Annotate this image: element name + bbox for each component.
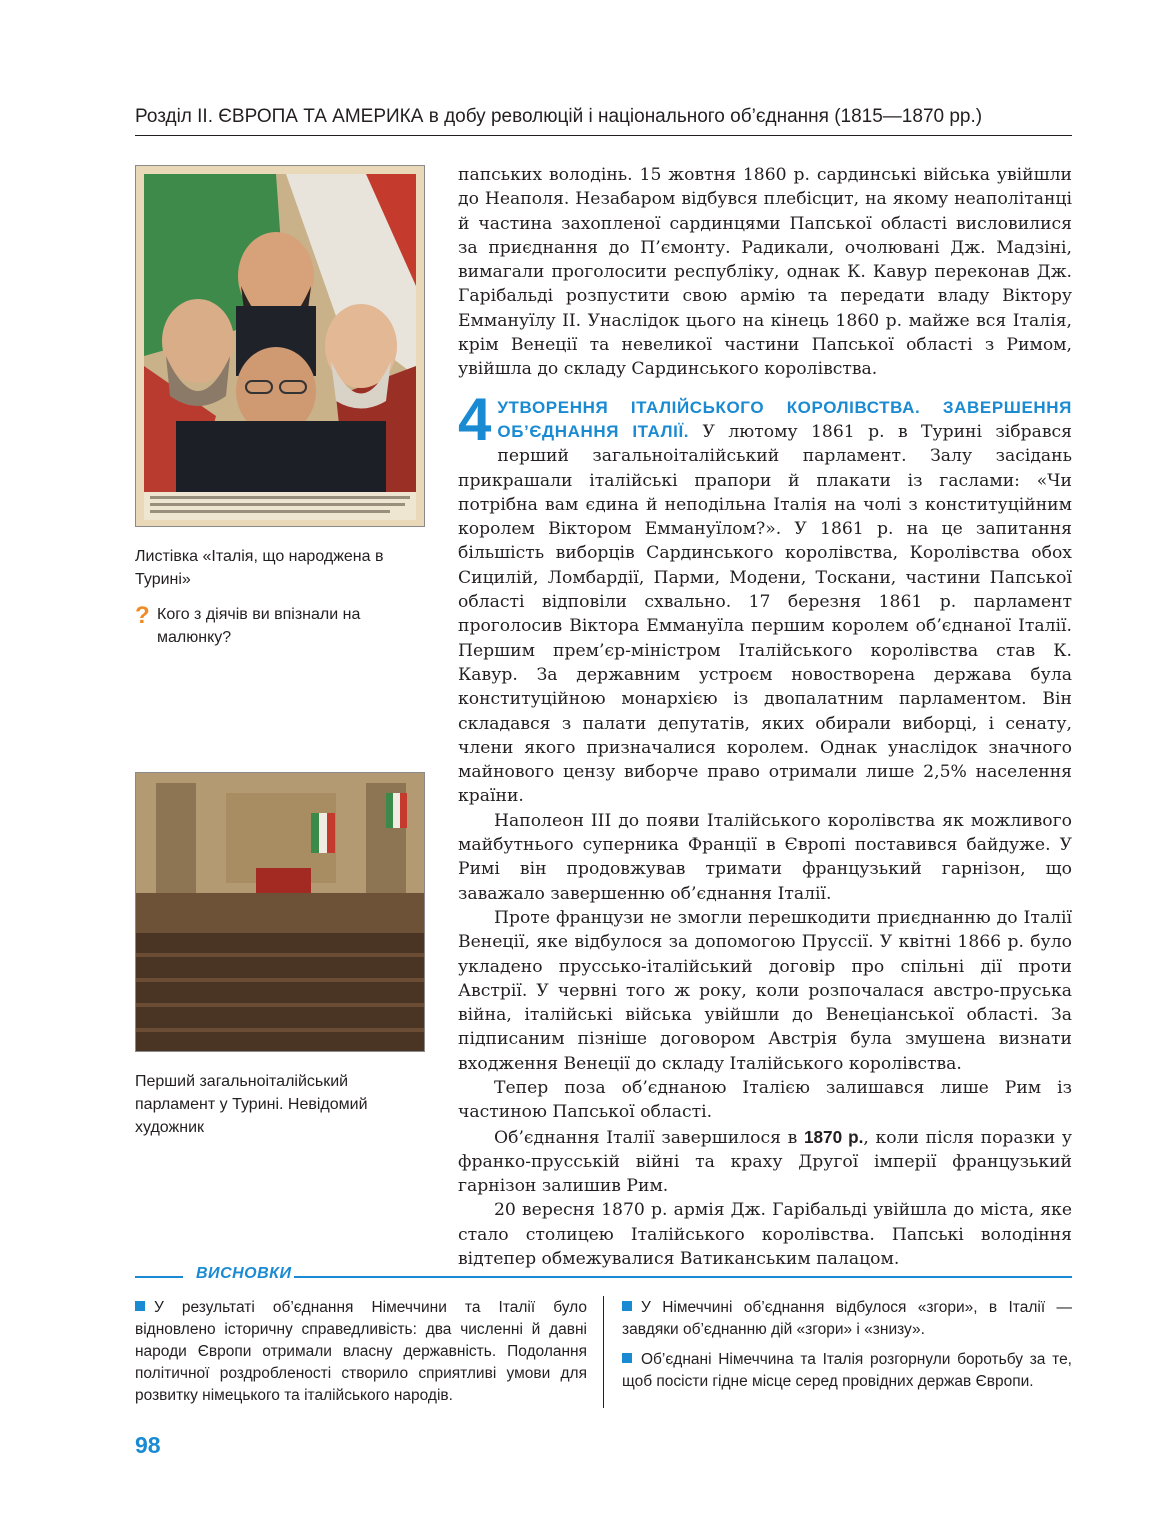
paragraph-1870-before: Об’єднання Італії завершилося в <box>494 1127 798 1148</box>
paragraph-final: 20 вересня 1870 р. армія Дж. Гарібальді увійшла до міста, яке стало столицею Італійського королівства. Папські володіння відтепер обмежувалися Ватиканським палацом. <box>458 1200 1072 1270</box>
postcard-illustration <box>136 166 424 526</box>
section-title: УТВОРЕННЯ ІТАЛІЙСЬКОГО КОРОЛІВСТВА. ЗАВЕРШЕННЯ ОБ’ЄДНАННЯ ІТАЛІЇ. <box>497 397 1072 441</box>
postcard-question <box>135 603 425 649</box>
paragraph-1870 <box>458 1125 1072 1199</box>
postcard-italy-image <box>135 165 425 527</box>
blue-square-bullet-icon <box>622 1353 632 1363</box>
page-number: 98 <box>135 1432 161 1458</box>
paragraph-rome: Тепер поза об’єднаною Італією залишався лише Рим із частиною Папської області. <box>458 1077 1072 1123</box>
parliament-caption: Перший загальноіталійський парламент у Турині. Невідомий художник <box>135 1073 368 1136</box>
section-4-paragraph <box>458 385 1073 809</box>
paragraph-1870-after: , коли після поразки у франко-прусській війні та краху Другої імперії французький гарнізон залишив Рим. <box>458 1127 1072 1197</box>
blue-square-bullet-icon <box>135 1301 145 1311</box>
conclusions-right-column <box>622 1297 1072 1401</box>
blue-square-bullet-icon <box>622 1301 632 1311</box>
conclusions-title: ВИСНОВКИ <box>196 1265 292 1282</box>
conclusion-item-text: Об’єднані Німеччина та Італія розгорнули боротьбу за те, щоб посісти гідне місце серед провідних держав Європи. <box>622 1351 1072 1390</box>
intro-paragraph: папських володінь. 15 жовтня 1860 р. сардинські війська увійшли до Неаполя. Незабаром відбувся плебісцит, на якому неаполітанці й частина захопленої сардинцями Папської області висловилися за приєднання до П’ємонту. Радикали, очолювані Дж. Мадзіні, вимагали проголосити республіку, однак К. Кавур переконав Дж. Гарібальді розпустити свою армію та передати владу Віктору Еммануїлу ІІ. Унаслідок цього на кінець 1860 р. майже вся Італія, крім Венеції та невеликої частини Папської області з Римом, увійшла до складу Сардинського королівства. <box>458 165 1072 380</box>
paragraph-napoleon: Наполеон ІІІ до появи Італійського королівства як можливого майбутнього суперника Франції в Європі поставився байдуже. У Римі він продовжував тримати французький гарнізон, що заважало завершенню об’єднання Італії. <box>458 810 1072 904</box>
header-divider <box>135 135 1072 136</box>
running-header: Розділ ІІ. ЄВРОПА ТА АМЕРИКА в добу революцій і національного об’єднання (1815—1870 рр.) <box>135 106 983 127</box>
conclusions-divider <box>603 1296 604 1408</box>
parliament-painting-image <box>135 772 425 1052</box>
conclusions-rule-left <box>135 1276 183 1278</box>
postcard-caption: Листівка «Італія, що народжена в Турині» <box>135 548 384 588</box>
conclusion-item-text: У Німеччині об’єднання відбулося «згори», в Італії — завдяки об’єднанню дій «згори» і «знизу». <box>622 1299 1072 1338</box>
postcard-question-text: Кого з діячів ви впізнали на малюнку? <box>157 606 361 646</box>
conclusion-item-text: У результаті об’єднання Німеччини та Італії було відновлено історичну справедливість: два численні й давні народи Європи отримали власну державність. Подолання політичної роздробленості створило сприятливі умови для розвитку німецького та італійського народів. <box>135 1299 587 1404</box>
conclusion-item <box>622 1349 1072 1393</box>
question-mark-icon: ? <box>135 602 150 629</box>
paragraph-1870-date: 1870 р. <box>803 1126 864 1147</box>
conclusions-left-column <box>135 1297 587 1415</box>
main-text-column <box>458 163 1072 1271</box>
parliament-illustration <box>136 773 424 1051</box>
conclusion-item <box>622 1297 1072 1341</box>
paragraph-venice: Проте французи не змогли перешкодити приєднанню до Італії Венеції, яке відбулося за допомогою Пруссії. У квітні 1866 р. було укладено прусcько-італійський договір про спільні дії проти Австрії. У червні того ж року, коли розпочалася австро-пруська війна, італійські війська увійшли до Венеціанської області. За підписаним пізніше договором Австрія була змушена визнати входження Венеції до складу Італійського королівства. <box>458 907 1072 1074</box>
conclusion-item <box>135 1297 587 1407</box>
section-first-paragraph-text: У лютому 1861 р. в Турині зібрався перший загальноіталійський парламент. Залу засідань прикрашали італійські прапори й плакати із гаслами: «Чи потрібна вам єдина й неподільна Італія на чолі з конституційним королем Віктором Еммануїлом?». У 1861 р. на це запитання більшість виборців Сардинського королівства, Королівства обох Сицилій, Ломбардії, Парми, Модени, Тоскани, частини Папської області відповіли схвально. 17 березня 1861 р. парламент проголосив Віктора Еммануїла першим королем об’єднаної Італії. Першим прем’єр-міністром Італійського королівства став К. Кавур. За державним устроєм новостворена держава була конституційною монархією із двопалатним парламентом. Він складався з палати депутатів, яких обирали виборці, і сенату, члени якого призначалися королем. Однак унаслідок значного майнового цензу виборче право отримали лише 2,5% населення країни. <box>458 421 1073 807</box>
section-number: 4 <box>458 385 492 453</box>
conclusions-rule-right <box>294 1276 1072 1278</box>
